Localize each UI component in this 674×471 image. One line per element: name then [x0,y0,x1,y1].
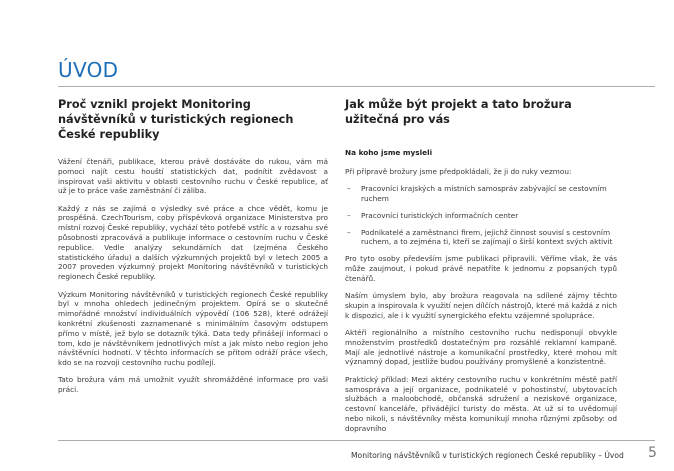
left-column [58,97,328,403]
left-paragraph-3: Výzkum Monitoring návštěvníků v turistických regionech České republiky byl v mnoha ohledech jedinečným projektem. Opírá se o skutečně mimořádné množství individuálních výpovědí (106 528), které odrážejí konkrétní zkušenosti zaznamenané s minimálním časovým odstupem přímo v místě, jež bylo se dotazník týká. Data tedy přinášejí informaci o tom, kdo je návštěvníkem jednotlivých míst a jak místo nebo region jeho návštěvníci hodnotí. V těchto informacích se přitom odráží práce všech, kdo se na rozvoji cestovního ruchu podílejí. [58,289,328,368]
page-number: 5 [648,445,657,461]
top-rule [58,86,655,87]
footer-title: Monitoring návštěvníků v turistických regionech České republiky – Úvod [351,451,624,460]
dash-bullet-icon: – [347,210,351,220]
list-item [345,228,617,248]
list-item [345,211,617,221]
list-item [345,184,617,204]
list-item-text: Podnikatelé a zaměstnanci firem, jejichž činnost souvisí s cestovním ruchem, a to zejména ti, kteří se zajímají o širší kontext svých aktivit [361,227,613,247]
page-title: ÚVOD [58,58,119,82]
dash-bullet-icon: – [347,184,351,194]
list-item-text: Pracovníci krajských a místních samospráv zabývající se cestovním ruchem [361,184,607,204]
right-paragraph-3: Aktéři regionálního a místního cestovního ruchu nedisponují obvykle množenstvím prostředků dostatečným pro rozsáhlé reklamní kampaně. Mají ale jednotlivé nástroje a komunikační prostředky, které mohou mít významný dopad, jestliže budou používány promyšleně a konzistentně. [345,328,617,367]
dash-bullet-icon: – [347,227,351,237]
right-paragraph-4: Praktický příklad: Mezi aktéry cestovního ruchu v konkrétním městě patří samospráva a její organizace, podnikatelé v pohostinství, ubytovacích službách a maloobchodě, občanská sdružení a neziskové organizace, cestovní kanceláře, přivádějící turisty do města. At už si to uvědomují nebo nikoli, s návštěvníky města komunikují mnoha různými způsoby: od dopravního [345,374,617,433]
right-paragraph-1: Pro tyto osoby především jsme publikaci připravili. Věříme však, že vás může zaujmout, i pokud právě nepatříte k jednomu z popsaných typů čtenářů. [345,254,617,283]
reader-list [345,184,617,247]
right-column-title: Jak může být projekt a tato brožura užitečná pro vás [345,98,572,126]
right-intro: Při přípravě brožury jsme předpokládali, že ji do ruky vezmou: [345,167,572,176]
left-column-title: Proč vznikl projekt Monitoring návštěvníků v turistických regionech České republiky [58,98,294,141]
right-subhead: Na koho jsme mysleli [345,148,433,157]
bottom-rule [58,440,655,441]
left-paragraph-4: Tato brožura vám má umožnit využít shromážděné informace pro vaši práci. [58,375,328,395]
right-column [345,97,617,441]
list-item-text: Pracovníci turistických informačních center [361,210,519,220]
right-paragraph-2: Naším úmyslem bylo, aby brožura reagovala na sdílené zájmy těchto skupin a inspirovala k využití nejen dílčích nástrojů, které má každá z nich k dispozici, ale i k využití synergického efektu vzájemné spolupráce. [345,291,617,320]
left-paragraph-1: Vážení čtenáři, publikace, kterou právě dostáváte do rukou, vám má pomoci najít cestu houští statistických dat, podnítit zvědavost a inspirovat vaši aktivitu v oblasti cestovního ruchu v České republice, ať už je to práce vaše zaměstnání či záliba. [58,157,328,196]
left-paragraph-2: Každý z nás se zajímá o výsledky své práce a chce vědět, komu je prospěšná. CzechTourism, coby příspěvková organizace Ministerstva pro místní rozvoj České republiky, vychází této potřebě vstříc a v rozsahu své působnosti zpracovává a publikuje informace o cestovním ruchu v České republice. Vedle analýzy sekundárních dat (zejména Českého statistického úřadu) a dalších výzkumných projektů byl v letech 2005 a 2007 proveden výzkumný projekt Monitoring návštěvníků v turistických regionech České republiky. [58,203,328,282]
